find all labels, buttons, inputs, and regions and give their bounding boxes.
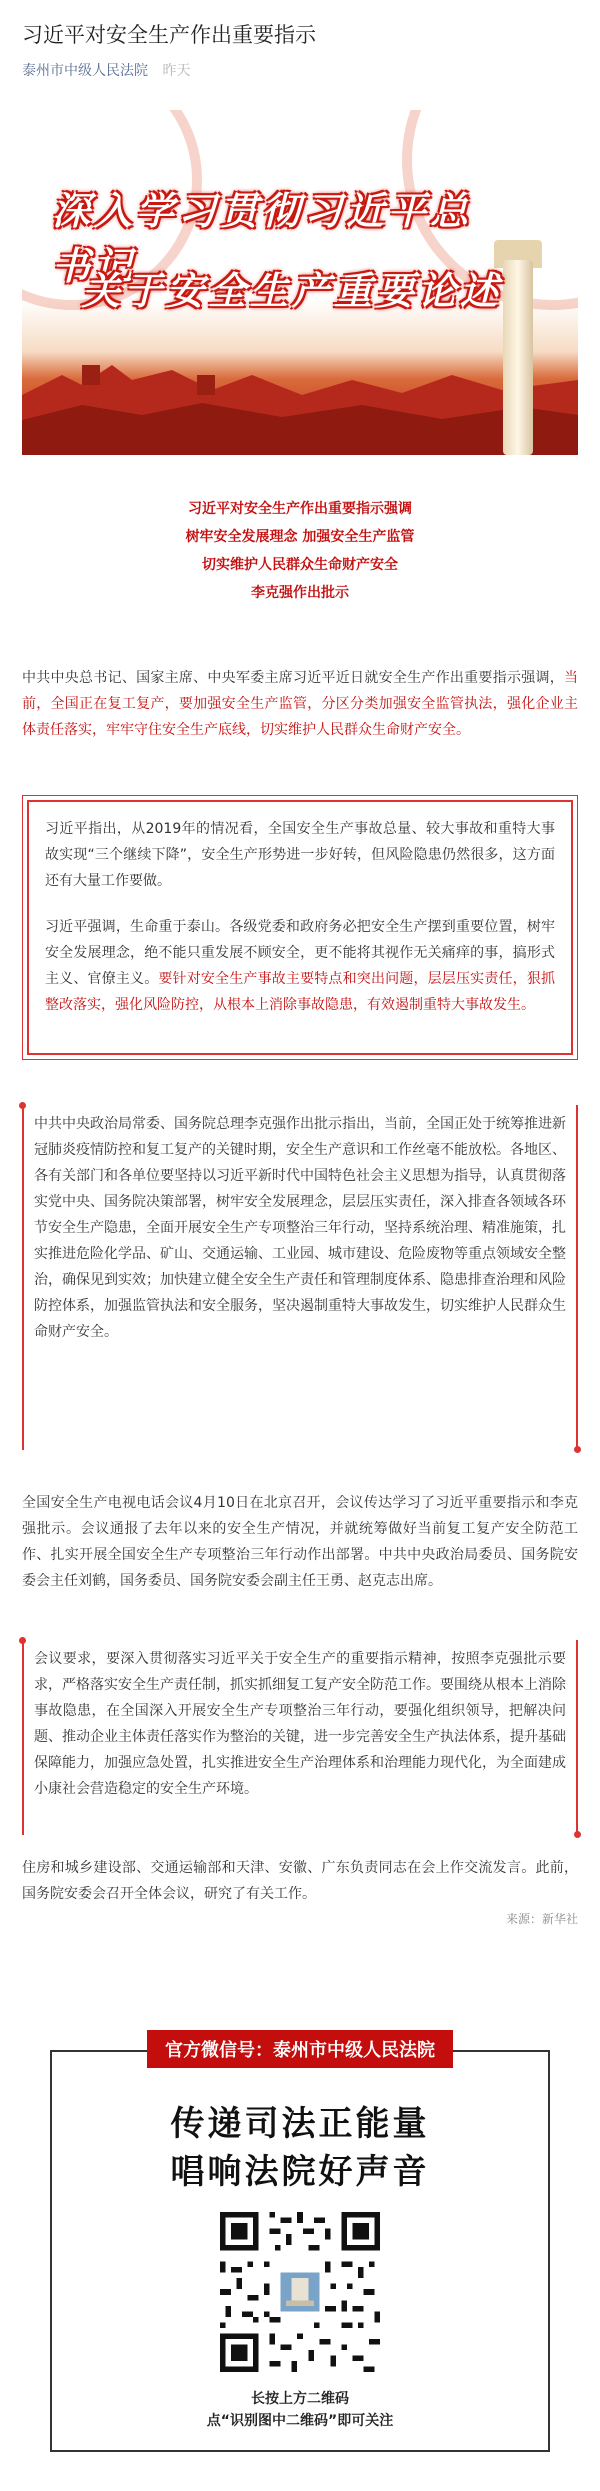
quote-box-inner [27,800,573,1055]
bracket-dot [574,1831,581,1838]
paragraph-highlight: 当前，全国正在复工复产，要加强安全生产监管，分区分类加强安全监管执法，强化企业主体责任落实，牢牢守住安全生产底线，切实维护人民群众生命财产安全。 [22,670,578,738]
great-wall-illustration [22,335,578,455]
article-title: 习近平对安全生产作出重要指示 [22,23,316,47]
bracket-dot [574,1446,581,1453]
publish-time: 昨天 [162,63,191,79]
paragraph-text: 全国安全生产电视电话会议4月10日在北京召开，会议传达学习了习近平重要指示和李克强批示。会议通报了去年以来的安全生产情况，并就统筹做好当前复工复产安全防范工作、扎实开展全国安全生产专项整治三年行动作出部署。中共中央政治局委员、国务院安委会主任刘鹤，国务委员、国务院安委会副主任王勇、赵克志出席。 [22,1495,578,1589]
summary-lines [0,495,600,607]
bracket-box-li-keqiang [22,1105,578,1450]
quote-box-double-border [22,795,578,1060]
bracket-left-line [22,1105,24,1450]
quote-paragraph [45,914,555,1018]
paragraph-intro [22,665,578,743]
summary-line: 习近平对安全生产作出重要指示强调 [188,501,412,517]
qr-code-icon[interactable] [220,2212,380,2372]
bracket-right-line [576,1105,578,1450]
paragraph-text: 中共中央总书记、国家主席、中央军委主席习近平近日就安全生产作出重要指示强调， [22,670,564,686]
slogan-line: 唱响法院好声音 [170,2152,430,2192]
qr-hint: 点“识别图中二维码”即可关注 [206,2413,394,2429]
paragraph-text: 住房和城乡建设部、交通运输部和天津、安徽、广东负责同志在会上作交流发言。此前，国务院安委会召开全体会议，研究了有关工作。 [22,1860,578,1902]
wechat-follow-card [50,2040,550,2452]
qr-hint: 长按上方二维码 [251,2391,349,2407]
source-note: 来源：新华社 [505,1912,578,1926]
official-account-tag: 官方微信号：泰州市中级人民法院 [147,2030,453,2068]
summary-line: 切实维护人民群众生命财产安全 [202,557,398,573]
article-header [0,0,600,80]
banner-image [22,110,578,455]
bracket-dot [19,1637,26,1644]
paragraph-meeting [22,1490,578,1594]
bracket-paragraph: 会议要求，要深入贯彻落实习近平关于安全生产的重要指示精神，按照李克强批示要求，严格落实安全生产责任制，抓实抓细复工复产安全防范工作。要围绕从根本上消除事故隐患，在全国深入开展安全生产专项整治三年行动，要强化组织领导，把解决问题、推动企业主体责任落实作为整治的关键，进一步完善安全生产执法体系，提升基础保障能力，加强应急处置，扎实推进安全生产治理体系和治理能力现代化，为全面建成小康社会营造稳定的安全生产环境。 [34,1651,566,1797]
summary-line: 李克强作出批示 [251,585,349,601]
bracket-left-line [22,1640,24,1835]
bracket-paragraph: 中共中央政治局常委、国务院总理李克强作出批示指出，当前，全国正处于统筹推进新冠肺炎疫情防控和复工复产的关键时期，安全生产意识和工作丝毫不能放松。各地区、各有关部门和各单位要坚持以习近平新时代中国特色社会主义思想为指导，认真贯彻落实党中央、国务院决策部署，树牢安全发展理念，层层压实责任，深入排查各领域各环节安全生产隐患，全面开展安全生产专项整治三年行动，坚持系统治理、精准施策，扎实推进危险化学品、矿山、交通运输、工业园、城市建设、危险废物等重点领域安全整治，确保见到实效；加快建立健全安全生产责任和管理制度体系、隐患排查治理和风险防控体系，加强监管执法和安全服务，坚决遏制重特大事故发生，切实维护人民群众生命财产安全。 [34,1116,566,1340]
quote-highlight: 要针对安全生产事故主要特点和突出问题，层层压实责任，狠抓整改落实，强化风险防控，从根本上消除事故隐患，有效遏制重特大事故发生。 [45,971,556,1013]
paragraph-closing [22,1855,578,1907]
quote-paragraph: 习近平指出，从2019年的情况看，全国安全生产事故总量、较大事故和重特大事故实现“三个继续下降”，安全生产形势进一步好转，但风险隐患仍然很多，这方面还有大量工作要做。 [45,821,555,889]
quote-text: 习近平强调，生命重于泰山。各级党委和政府务必把安全生产摆到重要位置，树牢安全发展理念，绝不能只重发展不顾安全，更不能将其视作无关痛痒的事，搞形式主义、官僚主义。 [45,919,555,987]
summary-line: 树牢安全发展理念 加强安全生产监管 [185,529,415,545]
banner-headline-2: 关于安全生产重要论述 [82,269,503,313]
article-meta [22,62,578,80]
bracket-box-meeting [22,1640,578,1835]
banner-headline-1: 深入学习贯彻习近平总书记 [52,189,473,288]
slogan-line: 传递司法正能量 [170,2104,430,2144]
bracket-dot [19,1102,26,1109]
account-name-link[interactable]: 泰州市中级人民法院 [22,63,148,79]
bracket-right-line [576,1640,578,1835]
